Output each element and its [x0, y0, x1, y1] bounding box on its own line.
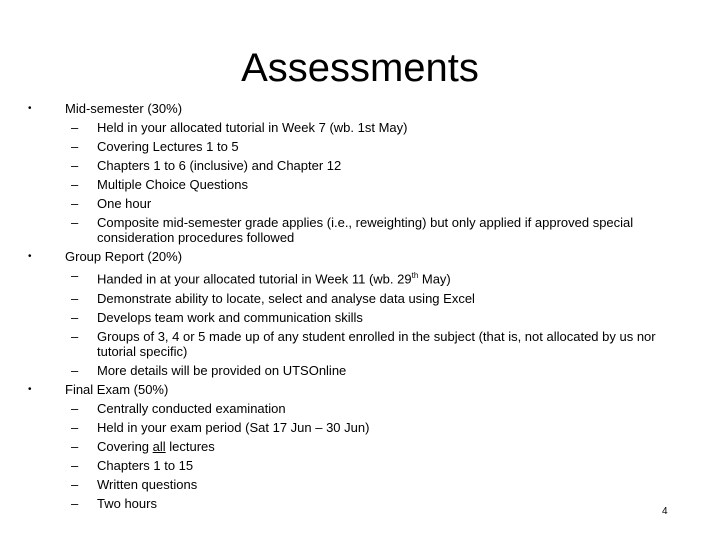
list-item	[65, 494, 698, 513]
list-item-text: Demonstrate ability to locate, select and analyse data using Excel	[97, 290, 475, 306]
list-item	[65, 266, 698, 288]
list-item-text: Written questions	[97, 476, 198, 492]
list-item	[65, 289, 698, 308]
list-item-text: Covering Lectures 1 to 5	[97, 139, 239, 155]
dash-icon: –	[71, 419, 79, 435]
ordinal-suffix: th	[411, 271, 419, 281]
list-item	[65, 194, 698, 213]
section-heading: Final Exam (50%)	[65, 381, 169, 397]
list-item-text: Covering all lectures	[97, 438, 215, 454]
list-item	[65, 213, 698, 247]
dash-icon: –	[71, 438, 79, 454]
sub-item-list	[65, 266, 698, 379]
sub-item-list	[65, 399, 698, 513]
dash-icon: –	[71, 196, 79, 212]
section-heading: Mid-semester (30%)	[65, 101, 183, 116]
page-number: 4	[662, 506, 668, 517]
dash-icon: –	[71, 328, 79, 344]
list-item	[65, 361, 698, 380]
list-item-text: Composite mid-semester grade applies (i.e., reweighting) but only applied if approved special consideration procedures followed	[97, 215, 634, 246]
dash-icon: –	[71, 120, 79, 136]
list-item-text: Handed in at your allocated tutorial in Week 11 (wb. 29th May)	[97, 271, 451, 287]
sub-item-list	[65, 118, 698, 247]
list-item-text: Two hours	[97, 495, 157, 511]
list-item	[65, 475, 698, 494]
emphasis-text: all	[152, 438, 166, 454]
list-item	[65, 118, 698, 137]
list-item-text: One hour	[97, 196, 152, 212]
dash-icon: –	[71, 215, 79, 231]
section-final-exam	[28, 380, 698, 513]
dash-icon: –	[71, 362, 79, 378]
list-item	[65, 437, 698, 456]
list-item	[65, 137, 698, 156]
list-item	[65, 418, 698, 437]
dash-icon: –	[71, 268, 79, 284]
list-item	[65, 327, 698, 361]
bullet-icon: •	[28, 103, 32, 114]
list-item-text: Held in your allocated tutorial in Week 7 (wb. 1st May)	[97, 120, 408, 136]
list-item	[65, 456, 698, 475]
slide-content	[28, 99, 698, 513]
list-item-text: Chapters 1 to 15	[97, 457, 194, 473]
dash-icon: –	[71, 309, 79, 325]
list-item-text: More details will be provided on UTSOnline	[97, 362, 347, 378]
list-item-text: Develops team work and communication skills	[97, 309, 363, 325]
dash-icon: –	[71, 495, 79, 511]
dash-icon: –	[71, 177, 79, 193]
list-item	[65, 308, 698, 327]
list-item-text: Centrally conducted examination	[97, 400, 286, 416]
list-item	[65, 156, 698, 175]
section-heading: Group Report (20%)	[65, 249, 183, 265]
list-item	[65, 175, 698, 194]
section-mid-semester	[28, 99, 698, 247]
list-item-text: Held in your exam period (Sat 17 Jun – 30 Jun)	[97, 419, 370, 435]
section-group-report	[28, 247, 698, 380]
slide-title: Assessments	[241, 46, 479, 90]
dash-icon: –	[71, 457, 79, 473]
list-item-text: Chapters 1 to 6 (inclusive) and Chapter 12	[97, 158, 342, 174]
dash-icon: –	[71, 400, 79, 416]
list-item-text: Groups of 3, 4 or 5 made up of any student enrolled in the subject (that is, not allocated by us nor tutorial specific)	[97, 328, 656, 359]
dash-icon: –	[71, 290, 79, 306]
dash-icon: –	[71, 139, 79, 155]
section-list	[28, 99, 698, 513]
list-item-text: Multiple Choice Questions	[97, 177, 249, 193]
bullet-icon: •	[28, 251, 32, 263]
dash-icon: –	[71, 476, 79, 492]
list-item	[65, 399, 698, 418]
dash-icon: –	[71, 158, 79, 174]
bullet-icon: •	[28, 383, 32, 395]
